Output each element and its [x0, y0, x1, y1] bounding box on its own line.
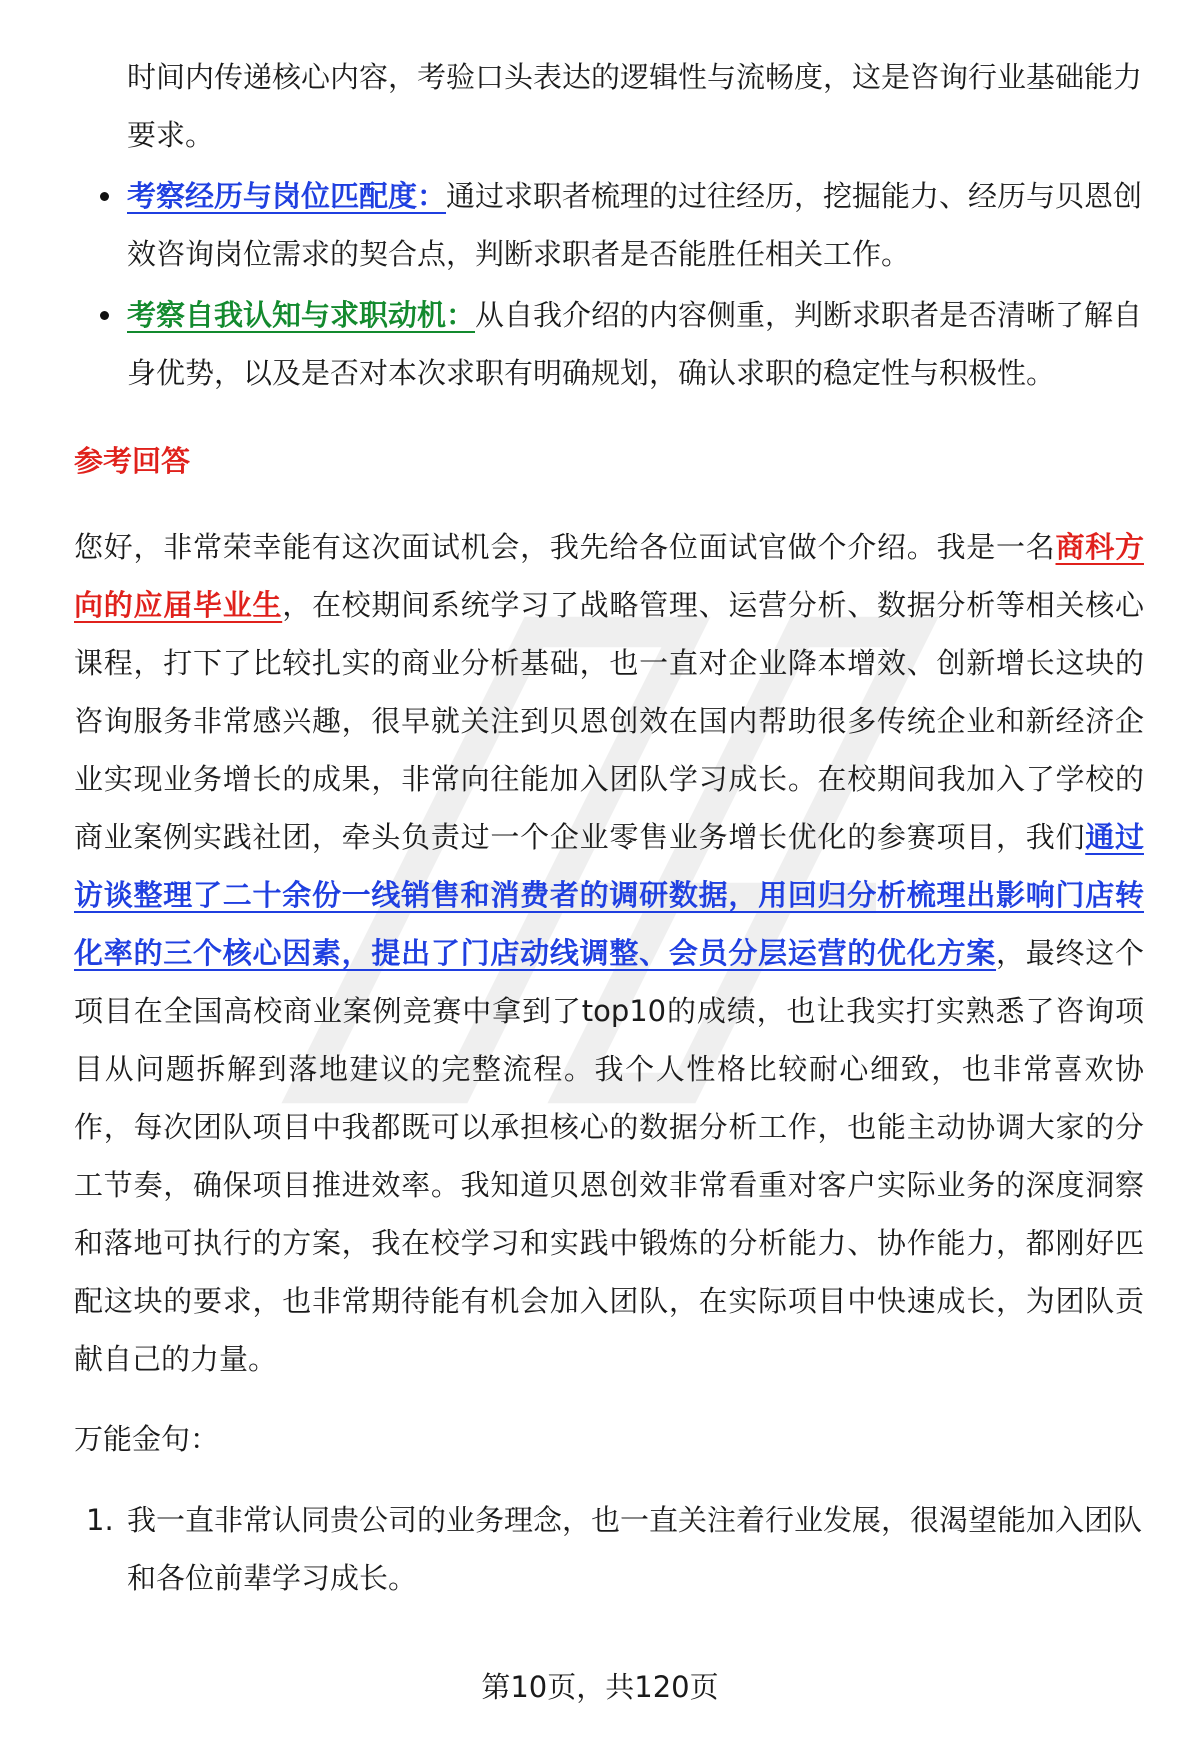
reference-answer — [74, 518, 1144, 1388]
list-item — [74, 286, 1144, 402]
assessment-list — [74, 48, 1144, 402]
list-item-text: 从自我介绍的内容侧重，判断求职者是否清晰了解自身优势，以及是否对本次求职有明确规划，确认求职的稳定性与积极性。 — [127, 298, 1143, 390]
page-footer: 第10页，共120页 — [481, 1670, 719, 1704]
answer-highlight-project: 通过访谈整理了二十余份一线销售和消费者的调研数据，用回归分析梳理出影响门店转化率的三个核心因素，提出了门店动线调整、会员分层运营的优化方案 — [74, 820, 1144, 970]
list-item-label: 考察自我认知与求职动机： — [127, 298, 476, 332]
item-text: 我一直非常认同贵公司的业务理念，也一直关注着行业发展，很渴望能加入团队和各位前辈学习成长。 — [127, 1503, 1143, 1595]
list-item — [74, 167, 1144, 283]
answer-text: ，最终这个项目在全国高校商业案例竞赛中拿到了top10的成绩，也让我实打实熟悉了咨询项目从问题拆解到落地建议的完整流程。我个人性格比较耐心细致，也非常喜欢协作，每次团队项目中我都既可以承担核心的数据分析工作，也能主动协调大家的分工节奏，确保项目推进效率。我知道贝恩创效非常看重对客户实际业务的深度洞察和落地可执行的方案，我在校学习和实践中锻炼的分析能力、协作能力，都刚好匹配这块的要求，也非常期待能有机会加入团队，在实际项目中快速成长，为团队贡献自己的力量。 — [74, 936, 1144, 1376]
numbered-item — [74, 1491, 1144, 1607]
answer-text: ，在校期间系统学习了战略管理、运营分析、数据分析等相关核心课程，打下了比较扎实的商业分析基础，也一直对企业降本增效、创新增长这块的咨询服务非常感兴趣，很早就关注到贝恩创效在国内帮助很多传统企业和新经济企业实现业务增长的成果，非常向往能加入团队学习成长。在校期间我加入了学校的商业案例实践社团，牵头负责过一个企业零售业务增长优化的参赛项目，我们 — [74, 588, 1144, 854]
golden-sentences-title: 万能金句： — [74, 1422, 220, 1456]
list-item-label: 考察经历与岗位匹配度： — [127, 179, 447, 213]
bullet-dot-icon — [100, 192, 109, 201]
answer-text: 您好，非常荣幸能有这次面试机会，我先给各位面试官做个介绍。我是一名 — [74, 530, 1056, 564]
answer-highlight-identity: 商科方向的应届毕业生 — [74, 530, 1144, 622]
list-item-text: 时间内传递核心内容，考验口头表达的逻辑性与流畅度，这是咨询行业基础能力要求。 — [127, 60, 1143, 152]
section-title: 参考回答 — [74, 444, 191, 478]
item-number: 1. — [86, 1503, 114, 1537]
bullet-dot-icon — [100, 311, 109, 320]
document-page — [74, 48, 1144, 1607]
list-item-text: 通过求职者梳理的过往经历，挖掘能力、经历与贝恩创效咨询岗位需求的契合点，判断求职者是否能胜任相关工作。 — [127, 179, 1143, 271]
list-item — [74, 48, 1144, 164]
